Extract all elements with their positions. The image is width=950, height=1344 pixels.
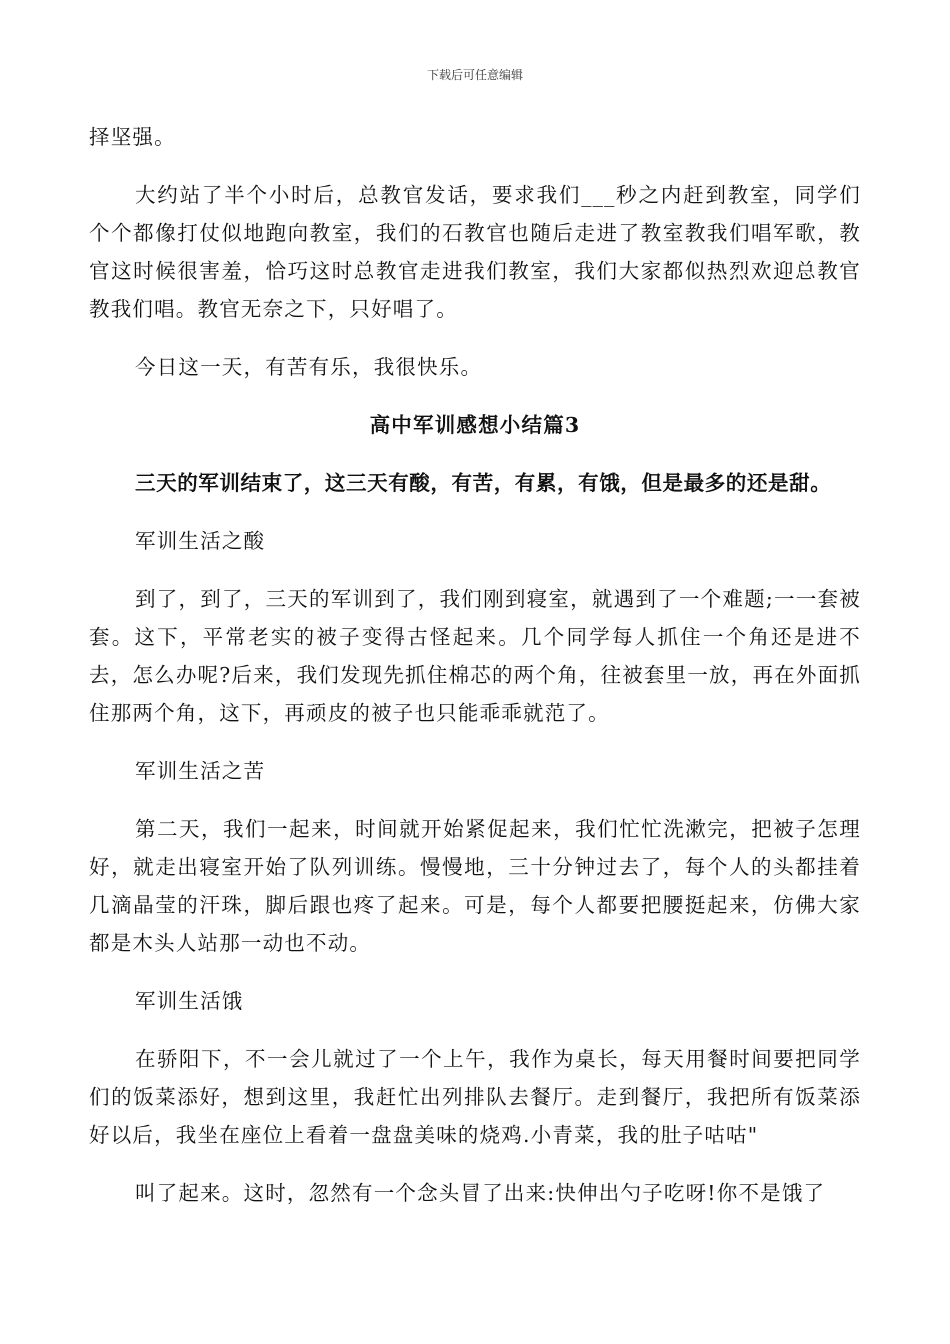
paragraph: 第二天，我们一起来，时间就开始紧促起来，我们忙忙洗漱完，把被子怎理好，就走出寝室开始了队列训练。慢慢地，三十分钟过去了，每个人的头都挂着几滴晶莹的汗珠，脚后跟也疼了起来。可是，每个人都要把腰挺起来，仿佛大家都是木头人站那一动也不动。 [89,817,861,955]
subheading: 军训生活之酸 [135,529,266,553]
document-body [89,118,861,1232]
page-header: 下载后可任意编辑 [426,68,523,82]
paragraph: 在骄阳下，不一会儿就过了一个上午，我作为桌长，每天用餐时间要把同学们的饭菜添好，想到这里，我赶忙出列排队去餐厅。走到餐厅，我把所有饭菜添好以后，我坐在座位上看着一盘盘美味的烧鸡.小青菜，我的肚子咕咕" [89,1047,861,1147]
section-title: 高中军训感想小结篇3 [369,413,581,437]
paragraph: 叫了起来。这时，忽然有一个念头冒了出来:快伸出勺子吃呀!你不是饿了 [135,1181,826,1205]
subheading: 军训生活之苦 [135,759,266,783]
subheading: 军训生活饿 [135,989,244,1013]
lead-paragraph: 三天的军训结束了，这三天有酸，有苦，有累，有饿，但是最多的还是甜。 [135,471,832,495]
paragraph: 到了，到了，三天的军训到了，我们刚到寝室，就遇到了一个难题;一一套被套。这下，平常老实的被子变得古怪起来。几个同学每人抓住一个角还是进不去，怎么办呢?后来，我们发现先抓住棉芯的两个角，往被套里一放，再在外面抓住那两个角，这下，再顽皮的被子也只能乖乖就范了。 [89,587,861,725]
paragraph: 大约站了半个小时后，总教官发话，要求我们___秒之内赶到教室，同学们个个都像打仗似地跑向教室，我们的石教官也随后走进了教室教我们唱军歌，教官这时候很害羞，恰巧这时总教官走进我们教室，我们大家都似热烈欢迎总教官教我们唱。教官无奈之下，只好唱了。 [89,183,861,321]
paragraph: 今日这一天，有苦有乐，我很快乐。 [135,355,483,379]
paragraph: 择坚强。 [89,125,176,149]
